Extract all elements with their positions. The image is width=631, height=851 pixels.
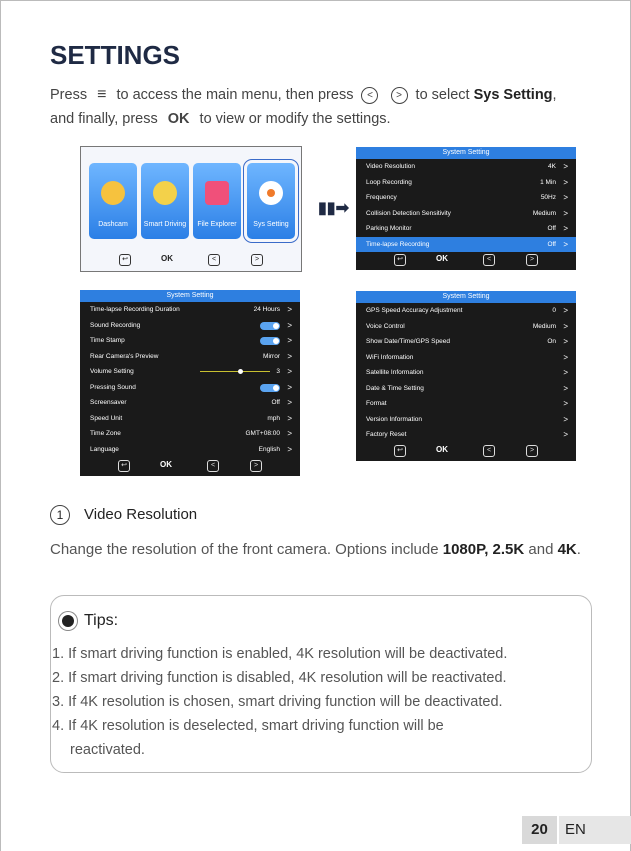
system-setting-panel-3 (356, 291, 576, 461)
back-icon[interactable]: ↩ (394, 445, 406, 457)
setting-row[interactable] (80, 333, 300, 349)
chevron-left-icon[interactable]: < (483, 445, 495, 457)
row-label: Version Information (366, 415, 423, 423)
arrow-right-icon: ▮▮➡ (318, 200, 350, 217)
chevron-right-icon[interactable]: > (251, 254, 263, 266)
chevron-right-icon: > (287, 429, 292, 438)
body-text: and (528, 541, 554, 558)
setting-row[interactable] (80, 411, 300, 427)
row-value: 4K (548, 163, 556, 170)
chevron-right-icon[interactable]: > (250, 460, 262, 472)
chevron-right-icon: > (563, 306, 568, 315)
row-value: On (547, 338, 556, 345)
ok-button[interactable]: OK (436, 445, 448, 454)
chevron-right-icon: > (563, 239, 568, 249)
chevron-right-icon: > (563, 224, 568, 233)
chevron-right-icon: > (563, 162, 568, 171)
nav-bar (356, 254, 576, 268)
intro-text: to access the main menu, then press (116, 86, 354, 103)
section-number: 1 (50, 505, 70, 525)
setting-row[interactable] (80, 349, 300, 365)
chevron-right-icon: > (287, 367, 292, 376)
setting-row[interactable] (356, 319, 576, 335)
system-setting-panel-1 (356, 147, 576, 270)
setting-row[interactable] (80, 364, 300, 380)
page-title: SETTINGS (50, 40, 181, 70)
chevron-right-icon: > (287, 413, 292, 423)
chevron-right-icon: > (287, 398, 292, 407)
panel-header: System Setting (356, 147, 576, 159)
setting-row[interactable] (356, 350, 576, 366)
section-title: Video Resolution (84, 506, 198, 523)
intro-line-2 (50, 111, 391, 127)
tips-title: Tips: (84, 612, 119, 629)
row-label: Satellite Information (366, 369, 424, 376)
row-label: Pressing Sound (90, 383, 136, 391)
tile-label: Sys Setting (253, 221, 289, 228)
tile-label: Dashcam (98, 221, 128, 228)
system-setting-panel-2 (80, 290, 300, 476)
row-label: Speed Unit (90, 414, 123, 422)
row-value: 3 (276, 368, 280, 375)
tip-item: 2. If smart driving function is disabled, 4K resolution will be reactivated. (52, 670, 507, 686)
intro-text: to view or modify the settings. (199, 111, 391, 127)
page-border-top (0, 0, 631, 1)
intro-text: and finally, press (50, 111, 158, 127)
body-bold: 4K (557, 541, 577, 558)
panel-header: System Setting (356, 291, 576, 303)
intro-text: Press (50, 86, 88, 103)
setting-row[interactable] (80, 380, 300, 396)
row-label: WiFi Information (366, 353, 414, 361)
menu-tile-dashcam[interactable] (89, 163, 137, 239)
row-label: Voice Control (366, 322, 405, 330)
page-number: 20 (522, 816, 557, 844)
chevron-left-icon[interactable]: < (207, 460, 219, 472)
row-label: Language (90, 445, 119, 453)
row-label: GPS Speed Accuracy Adjustment (366, 307, 463, 314)
setting-row[interactable] (80, 426, 300, 442)
lightbulb-icon (62, 615, 74, 627)
row-value: mph (267, 414, 280, 422)
menu-tile-smart-driving[interactable] (141, 163, 189, 239)
chevron-right-icon: > (287, 336, 292, 345)
setting-row[interactable] (356, 303, 576, 319)
chevron-right-icon: > (287, 320, 292, 330)
row-value: Off (547, 225, 556, 232)
tip-item: 3. If 4K resolution is chosen, smart driving function will be deactivated. (52, 694, 503, 710)
panel-header: System Setting (80, 290, 300, 302)
row-label: Date & Time Setting (366, 384, 424, 392)
chevron-right-icon: > (287, 444, 292, 454)
camera-icon (101, 181, 125, 205)
toggle-switch[interactable] (260, 337, 280, 345)
menu-tile-sys-setting[interactable] (247, 163, 295, 239)
row-label: Time Stamp (90, 337, 125, 344)
ok-button[interactable]: OK (160, 460, 172, 469)
body-text: Change the resolution of the front camera. Options include (50, 541, 439, 558)
row-label: Time Zone (90, 430, 121, 437)
back-icon[interactable]: ↩ (118, 460, 130, 472)
row-label: Frequency (366, 194, 397, 201)
row-label: Show Date/Time/GPS Speed (366, 338, 450, 345)
chevron-right-icon: > (287, 382, 292, 392)
setting-row[interactable] (356, 221, 576, 237)
main-menu-screen (80, 146, 302, 272)
setting-row[interactable] (356, 190, 576, 206)
toggle-switch[interactable] (260, 322, 280, 330)
ok-button[interactable]: OK (436, 254, 448, 263)
setting-row[interactable] (80, 395, 300, 411)
page-border-left (0, 0, 1, 851)
setting-row[interactable] (356, 334, 576, 350)
row-value: Mirror (263, 352, 280, 360)
nav-bar (356, 445, 576, 459)
chevron-right-icon: > (563, 352, 568, 362)
row-label: Sound Recording (90, 321, 141, 329)
chevron-right-icon: > (563, 368, 568, 377)
tile-label: File Explorer (197, 221, 237, 228)
setting-row[interactable] (80, 442, 300, 458)
setting-row[interactable] (356, 427, 576, 443)
folder-icon (205, 181, 229, 205)
row-label: Time-lapse Recording (366, 240, 430, 248)
row-value: 24 Hours (253, 306, 280, 313)
body-text: . (576, 541, 581, 558)
row-value: Off (271, 399, 280, 406)
row-label: Screensaver (90, 399, 127, 406)
row-value: Medium (532, 209, 556, 217)
setting-row[interactable] (356, 381, 576, 397)
chevron-right-icon[interactable]: > (526, 254, 538, 266)
ok-button[interactable]: OK (161, 254, 173, 263)
menu-tile-file-explorer[interactable] (193, 163, 241, 239)
row-value: Off (547, 240, 556, 248)
chevron-left-icon[interactable]: < (208, 254, 220, 266)
chevron-right-icon: > (563, 430, 568, 439)
row-label: Rear Camera's Preview (90, 352, 159, 360)
row-label: Parking Monitor (366, 225, 412, 232)
chevron-right-icon[interactable]: > (526, 445, 538, 457)
volume-slider[interactable] (200, 371, 270, 372)
setting-row-selected[interactable] (356, 237, 576, 253)
chevron-left-icon[interactable]: < (483, 254, 495, 266)
menu-icon: ≡ (97, 86, 107, 103)
chevron-right-icon: > (563, 414, 568, 424)
setting-row[interactable] (356, 365, 576, 381)
chevron-right-icon: > (563, 193, 568, 202)
chevron-right-icon: > (563, 177, 568, 187)
language-label: EN (559, 816, 631, 844)
section-body (50, 538, 610, 561)
section-heading (50, 505, 197, 525)
setting-row[interactable] (356, 396, 576, 412)
chevron-right-icon: > (563, 383, 568, 393)
back-icon[interactable]: ↩ (119, 254, 131, 266)
setting-row[interactable] (80, 318, 300, 334)
nav-bar (81, 254, 301, 268)
ok-label: OK (167, 111, 190, 127)
row-value: Medium (532, 322, 556, 330)
chevron-left-icon: < (361, 87, 378, 104)
nav-bar (80, 460, 300, 474)
setting-row[interactable] (80, 302, 300, 318)
intro-bold: Sys Setting (473, 86, 553, 103)
setting-row[interactable] (356, 412, 576, 428)
row-label: Volume Setting (90, 368, 134, 375)
tip-item: reactivated. (70, 742, 145, 758)
setting-row[interactable] (356, 159, 576, 175)
chevron-right-icon: > (391, 87, 408, 104)
setting-row[interactable] (356, 175, 576, 191)
car-icon (153, 181, 177, 205)
row-value: 1 Min (540, 178, 556, 186)
row-label: Collision Detection Sensitivity (366, 209, 451, 217)
row-value: GMT+08:00 (245, 430, 280, 437)
body-bold: 1080P, 2.5K (442, 541, 525, 558)
chevron-right-icon: > (287, 305, 292, 314)
row-value: 0 (552, 307, 556, 314)
tips-heading (62, 612, 118, 630)
intro-text: to select (415, 86, 470, 103)
row-label: Factory Reset (366, 431, 407, 438)
chevron-right-icon: > (563, 208, 568, 218)
back-icon[interactable]: ↩ (394, 254, 406, 266)
intro-line-1 (50, 86, 557, 104)
chevron-right-icon: > (563, 321, 568, 331)
row-value: 50Hz (540, 194, 556, 201)
intro-text: , (552, 86, 557, 103)
row-label: Format (366, 400, 387, 407)
chevron-right-icon: > (287, 351, 292, 361)
row-value: English (258, 445, 280, 453)
tip-item: 4. If 4K resolution is deselected, smart driving function will be (52, 718, 444, 734)
toggle-switch[interactable] (260, 384, 280, 392)
tip-item: 1. If smart driving function is enabled, 4K resolution will be deactivated. (52, 646, 508, 662)
row-label: Video Resolution (366, 163, 416, 170)
tile-label: Smart Driving (143, 221, 187, 228)
chevron-right-icon: > (563, 337, 568, 346)
row-label: Loop Recording (366, 178, 412, 186)
gear-icon (259, 181, 283, 205)
chevron-right-icon: > (563, 399, 568, 408)
setting-row[interactable] (356, 206, 576, 222)
row-label: Time-lapse Recording Duration (90, 306, 180, 313)
